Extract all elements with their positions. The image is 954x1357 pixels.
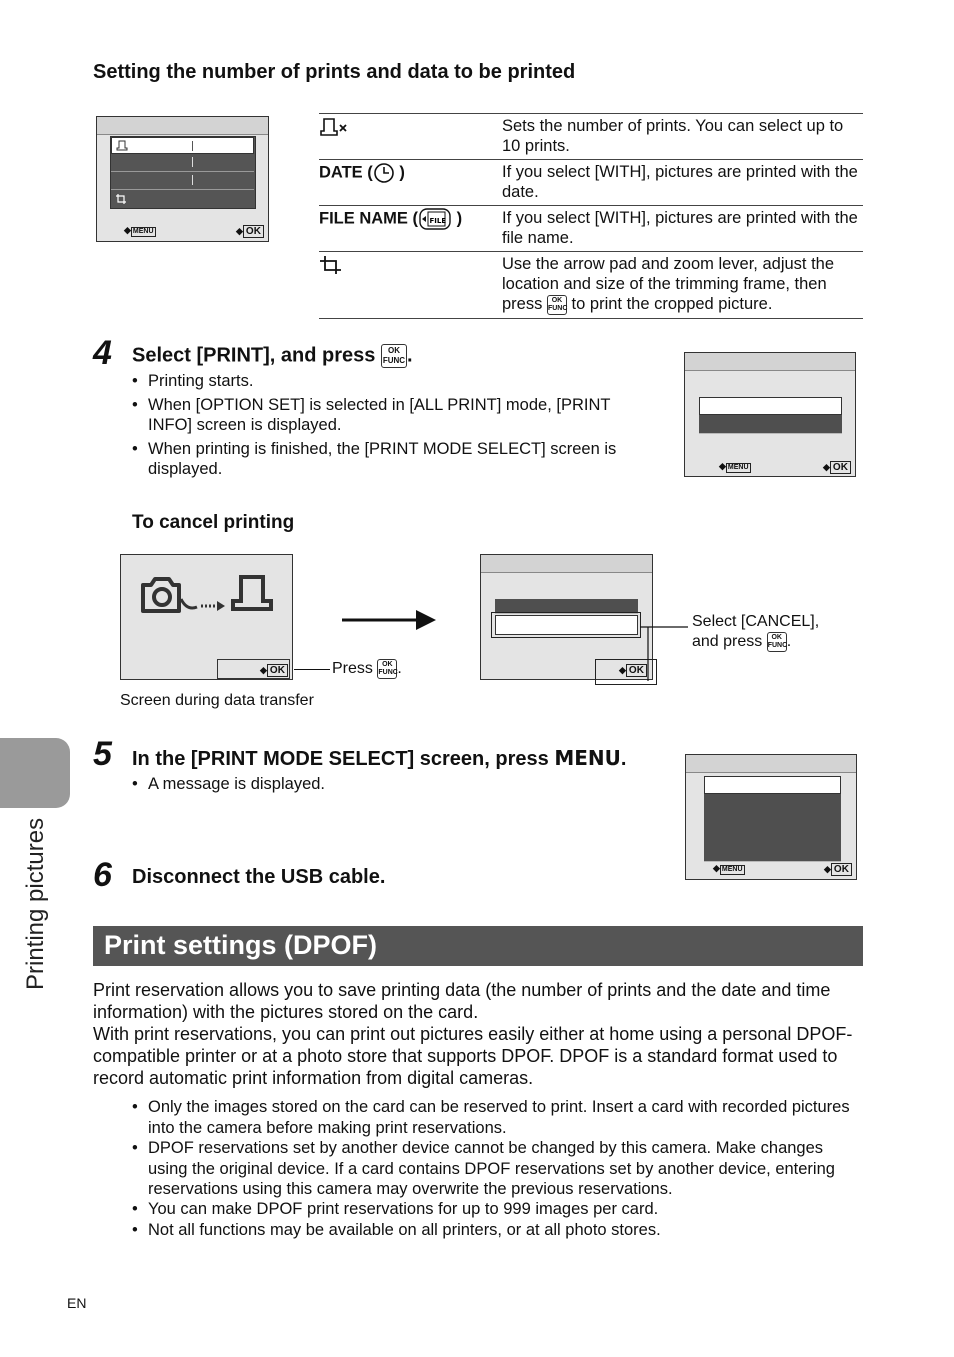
table-row: DATE ( ) If you select [WITH], pictures are printed with the date. <box>319 160 863 206</box>
lcd-print-settings-screen <box>96 116 269 242</box>
dpof-paragraph-1: Print reservation allows you to save printing data (the number of prints and the date and time information) with the pictures stored on the card. <box>93 980 831 1022</box>
lcd-menu-hint: ◆ MENU <box>719 461 749 471</box>
lcd-ok-hint: ◆ OK <box>824 863 852 876</box>
lcd-row-selected <box>699 397 842 415</box>
ok-button-highlight <box>217 659 290 679</box>
table-desc: Use the arrow pad and zoom lever, adjust the location and size of the trimming frame, then press OK FUNC to print the cropped picture. <box>502 255 835 313</box>
lcd-data-transfer-screen <box>120 554 293 680</box>
callout-line <box>640 618 692 682</box>
lcd-row-cancel <box>495 615 638 635</box>
svg-text:FILE: FILE <box>429 217 447 225</box>
section-title: Print settings (DPOF) <box>104 930 378 960</box>
step-number-5: 5 <box>93 735 112 773</box>
camera-to-printer-icon <box>137 571 277 621</box>
ok-func-icon: OK FUNC <box>767 632 787 652</box>
ok-func-icon: OK FUNC <box>377 659 397 679</box>
table-desc: Sets the number of prints. You can select up to 10 prints. <box>502 117 844 155</box>
select-cancel-callout: Select [CANCEL], and press OK FUNC. <box>692 613 820 651</box>
lcd-ok-hint: ◆ OK <box>823 461 851 474</box>
print-count-icon <box>319 117 349 137</box>
cancel-heading: To cancel printing <box>132 512 295 533</box>
lcd-ok-hint: ◆ OK <box>260 664 288 677</box>
ok-func-icon: OK FUNC <box>381 344 407 368</box>
list-item: • A message is displayed. <box>148 774 648 794</box>
list-item: • When [OPTION SET] is selected in [ALL PRINT] mode, [PRINT INFO] screen is displayed. <box>148 395 618 435</box>
lcd-ok-hint: ◆ OK <box>619 664 647 677</box>
step6-title: Disconnect the USB cable. <box>132 866 386 888</box>
table-row: FILE NAME ( FILE ) If you select [WITH], pictures are printed with the file name. <box>319 206 863 252</box>
crop-icon <box>319 255 343 275</box>
chapter-side-tab <box>0 738 70 808</box>
list-item: • You can make DPOF print reservations for up to 999 images per card. <box>148 1199 863 1220</box>
table-row <box>319 114 863 160</box>
lcd-cancel-screen <box>480 554 653 680</box>
arrow-right-icon <box>340 606 440 636</box>
lcd-ok-hint: ◆ OK <box>236 225 264 238</box>
file-icon <box>418 208 452 230</box>
transfer-caption: Screen during data transfer <box>120 692 314 709</box>
section-title-bar <box>93 926 863 966</box>
ok-func-icon: OK FUNC <box>547 295 567 315</box>
lcd-row-selected <box>111 137 254 154</box>
table-label: DATE ( <box>319 163 373 182</box>
lcd-menu-hint: ◆ MENU <box>124 225 154 235</box>
crop-icon <box>115 193 127 204</box>
print-count-icon <box>116 140 128 151</box>
step-number-6: 6 <box>93 856 112 894</box>
press-callout: Press OK FUNC. <box>332 660 402 678</box>
step5-title: In the [PRINT MODE SELECT] screen, press MENU. <box>132 746 627 770</box>
lcd-row-selected <box>704 776 841 794</box>
step-number-4: 4 <box>93 334 112 372</box>
list-item: • Printing starts. <box>148 371 668 391</box>
list-item: • DPOF reservations set by another device cannot be changed by this camera. Make changes using the original device. If a card contains DPOF reservations set by another device, entering reservations using this camera may overwrite the previous reservations. <box>148 1138 863 1200</box>
lcd-menu-hint: ◆ MENU <box>713 863 743 873</box>
list-item: • When printing is finished, the [PRINT MODE SELECT] screen is displayed. <box>148 439 668 479</box>
lcd-print-select-screen <box>684 352 856 477</box>
table-desc: If you select [WITH], pictures are printed with the date. <box>502 163 858 201</box>
list-item: • Only the images stored on the card can be reserved to print. Insert a card with recorded pictures into the camera before making print reservations. <box>148 1097 863 1138</box>
lcd-print-mode-select-screen <box>685 754 857 880</box>
step4-title: Select [PRINT], and press OK FUNC. <box>132 344 413 367</box>
dpof-paragraph-2: With print reservations, you can print out pictures easily either at home using a personal DPOF-compatible printer or at a photo store that supports DPOF. DPOF is a standard format used to record automatic print information from digital cameras. <box>93 1024 853 1088</box>
table-desc: If you select [WITH], pictures are printed with the file name. <box>502 209 858 247</box>
print-settings-table <box>319 113 863 319</box>
table-label: FILE NAME ( <box>319 209 418 228</box>
clock-icon <box>373 162 395 184</box>
list-item: • Not all functions may be available on all printers, or at all photo stores. <box>148 1220 863 1241</box>
footer-lang: EN <box>67 1295 87 1311</box>
chapter-side-label: Printing pictures <box>22 817 49 990</box>
table-row <box>319 252 863 319</box>
menu-button-label: MENU <box>554 746 621 770</box>
callout-line <box>294 669 330 670</box>
section-heading: Setting the number of prints and data to be printed <box>93 61 576 83</box>
